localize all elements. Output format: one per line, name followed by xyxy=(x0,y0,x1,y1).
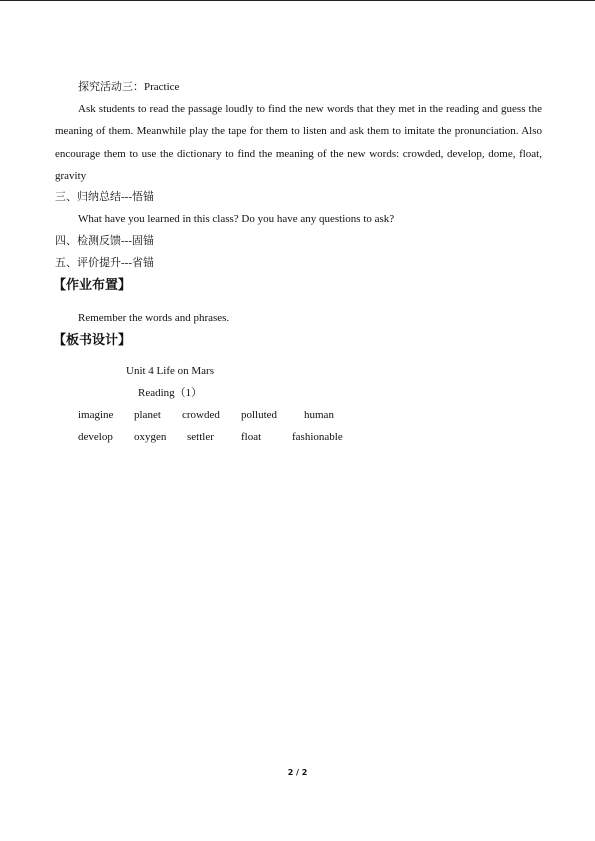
homework-heading: 【作业布置】 xyxy=(53,278,132,293)
section5-title: 五、评价提升---省锚 xyxy=(55,257,154,269)
board-word: polluted xyxy=(241,409,278,421)
board-word: planet xyxy=(134,409,161,421)
board-word: crowded xyxy=(182,409,220,421)
board-word: oxygen xyxy=(134,431,167,443)
section3-title: 三、归纳总结---悟锚 xyxy=(55,191,154,203)
board-subtitle: Reading（1） xyxy=(138,387,203,399)
section3-body: What have you learned in this class? Do you have any questions to ask? xyxy=(78,213,395,225)
activity3-title: 探究活动三：Practice xyxy=(78,81,180,93)
board-unit-title: Unit 4 Life on Mars xyxy=(126,365,214,377)
board-word: human xyxy=(304,409,334,421)
board-heading: 【板书设计】 xyxy=(53,333,132,348)
board-word: float xyxy=(241,431,262,443)
board-word: settler xyxy=(187,431,214,443)
board-word: imagine xyxy=(78,409,114,421)
board-word: develop xyxy=(78,431,113,443)
board-word: fashionable xyxy=(292,431,343,443)
section4-title: 四、检测反馈---固锚 xyxy=(55,235,154,247)
activity3-body: Ask students to read the passage loudly to find the new words that they met in the reading and guess the meaning of them. Meanwhile play the tape for them to listen and ask them to imitate the pronunciation. Also encourage them to use the dictionary to find the meaning of the new words: crowded, develop, dome, float, gravity xyxy=(55,103,542,182)
header-rule xyxy=(0,0,595,1)
page-number: 2 / 2 xyxy=(287,768,308,777)
homework-body: Remember the words and phrases. xyxy=(78,312,230,324)
